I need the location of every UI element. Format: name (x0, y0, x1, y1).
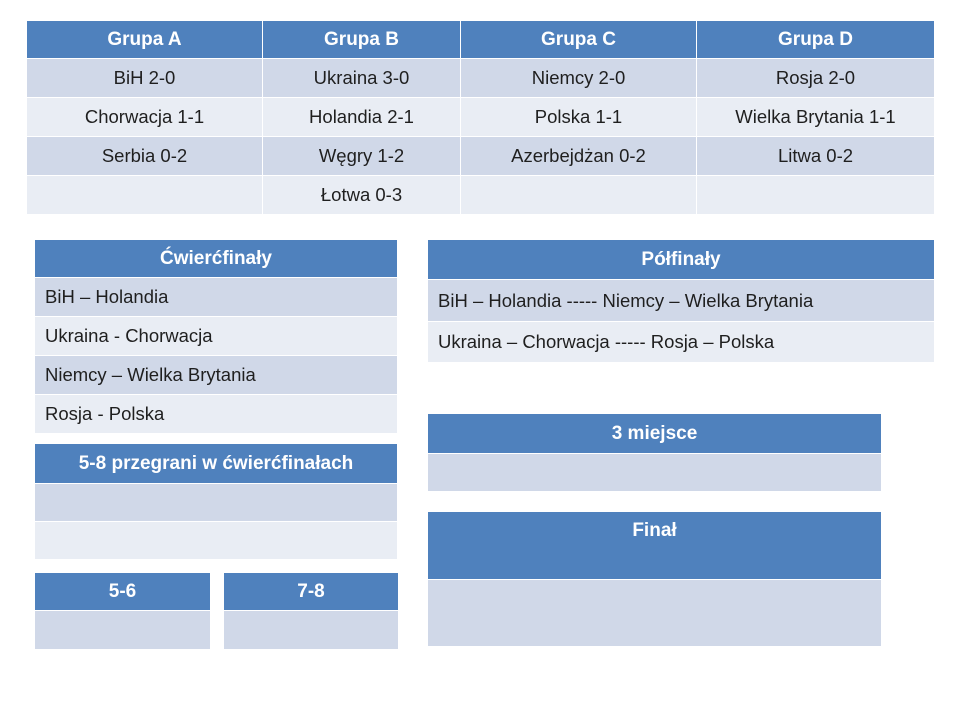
quarterfinals-header-row (35, 240, 398, 278)
table-row (35, 484, 398, 522)
third-place-header-row (428, 414, 882, 454)
group-b-header: Grupa B (263, 21, 461, 59)
table-cell: Serbia 0-2 (27, 137, 263, 176)
table-row (428, 280, 935, 322)
table-cell (35, 611, 211, 650)
table-row (35, 356, 398, 395)
places-5-8-header-row (35, 444, 398, 484)
quarterfinal-match: Ukraina - Chorwacja (35, 317, 398, 356)
table-cell (428, 454, 882, 492)
table-row (27, 137, 935, 176)
table-row (428, 454, 882, 492)
table-cell: Chorwacja 1-1 (27, 98, 263, 137)
place-7-8-header-row (224, 573, 399, 611)
place-5-6-title: 5-6 (35, 573, 211, 611)
table-row (35, 278, 398, 317)
table-row (428, 322, 935, 363)
group-a-header: Grupa A (27, 21, 263, 59)
final-title: Finał (428, 512, 882, 580)
semifinals-table (427, 239, 935, 363)
final-table (427, 511, 882, 647)
table-cell: Litwa 0-2 (697, 137, 935, 176)
group-c-header: Grupa C (461, 21, 697, 59)
groups-table (26, 20, 935, 215)
table-cell (461, 176, 697, 215)
table-cell: Ukraina 3-0 (263, 59, 461, 98)
table-row (224, 611, 399, 650)
table-cell: Niemcy 2-0 (461, 59, 697, 98)
table-cell: Węgry 1-2 (263, 137, 461, 176)
third-place-title: 3 miejsce (428, 414, 882, 454)
table-cell: Wielka Brytania 1-1 (697, 98, 935, 137)
table-row (35, 395, 398, 434)
table-cell (224, 611, 399, 650)
table-cell: Azerbejdżan 0-2 (461, 137, 697, 176)
third-place-table (427, 413, 882, 492)
table-cell (428, 580, 882, 647)
place-7-8-table (223, 572, 399, 650)
semifinals-header-row (428, 240, 935, 280)
table-row (27, 59, 935, 98)
place-5-6-header-row (35, 573, 211, 611)
places-5-8-table (34, 443, 398, 560)
table-cell (35, 484, 398, 522)
semifinals-title: Półfinały (428, 240, 935, 280)
semifinal-match: BiH – Holandia ----- Niemcy – Wielka Brytania (428, 280, 935, 322)
table-cell (35, 522, 398, 560)
final-header-row (428, 512, 882, 580)
table-cell: Łotwa 0-3 (263, 176, 461, 215)
quarterfinal-match: Rosja - Polska (35, 395, 398, 434)
quarterfinal-match: Niemcy – Wielka Brytania (35, 356, 398, 395)
groups-header-row (27, 21, 935, 59)
table-row (27, 98, 935, 137)
table-cell: BiH 2-0 (27, 59, 263, 98)
place-5-6-table (34, 572, 211, 650)
table-row (35, 522, 398, 560)
table-cell (697, 176, 935, 215)
quarterfinal-match: BiH – Holandia (35, 278, 398, 317)
table-row (35, 317, 398, 356)
group-d-header: Grupa D (697, 21, 935, 59)
quarterfinals-title: Ćwierćfinały (35, 240, 398, 278)
semifinal-match: Ukraina – Chorwacja ----- Rosja – Polska (428, 322, 935, 363)
quarterfinals-table (34, 239, 398, 434)
table-row (35, 611, 211, 650)
table-cell (27, 176, 263, 215)
place-7-8-title: 7-8 (224, 573, 399, 611)
places-5-8-title: 5-8 przegrani w ćwierćfinałach (35, 444, 398, 484)
table-cell: Polska 1-1 (461, 98, 697, 137)
table-cell: Rosja 2-0 (697, 59, 935, 98)
table-row (428, 580, 882, 647)
table-cell: Holandia 2-1 (263, 98, 461, 137)
table-row (27, 176, 935, 215)
